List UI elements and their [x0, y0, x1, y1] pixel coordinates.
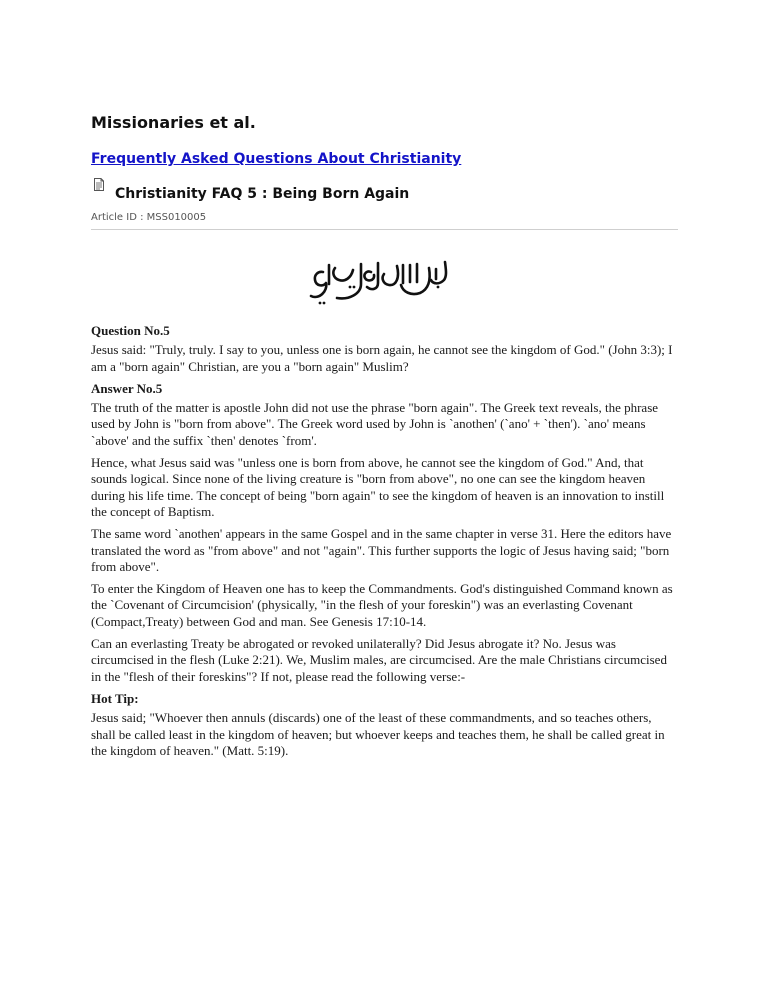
question-heading: Question No.5 [91, 323, 170, 338]
article-title: Christianity FAQ 5 : Being Born Again [115, 186, 410, 202]
bismillah-calligraphy [305, 256, 455, 310]
article-content [91, 323, 678, 765]
article-id: Article ID : MSS010005 [91, 212, 207, 223]
document-icon [94, 178, 104, 191]
hot-tip-text: Jesus said; "Whoever then annuls (discards) one of the least of these commandments, and so teaches others, shall be called least in the kingdom of heaven; but whoever keeps and teaches them, he shall be called great in the kingdom of heaven." (Matt. 5:19). [91, 710, 665, 758]
site-title: Missionaries et al. [91, 113, 256, 132]
answer-paragraph: Can an everlasting Treaty be abrogated or revoked unilaterally? Did Jesus abrogate it? No. Jesus was circumcised in the flesh (Luke 2:21). We, Muslim males, are circumcised. Are the male Christians circumcised in the "flesh of their foreskins"? If not, please read the following verse:- [91, 636, 667, 684]
answer-paragraph: The truth of the matter is apostle John did not use the phrase "born again". The Greek text reveals, the phrase used by John is "born from above". The Greek word used by John is `anothen' (`ano' + `then'). `ano' means `above' and the suffix `then' denotes `from'. [91, 400, 659, 448]
answer-heading: Answer No.5 [91, 380, 163, 396]
faq-section-link[interactable]: Frequently Asked Questions About Christianity [91, 151, 462, 167]
question-text: Jesus said: "Truly, truly. I say to you, unless one is born again, he cannot see the kingdom of God." (John 3:3); I am a "born again" Christian, are you a "born again" Muslim? [91, 342, 673, 374]
hot-tip-heading: Hot Tip: [91, 690, 139, 706]
answer-paragraph: Hence, what Jesus said was "unless one is born from above, he cannot see the kingdom of God." And, that sounds logical. Since none of the living creature is "born from above", no one can see the kingdom heaven during his life time. The concept of being "born again" to see the kingdom of heaven is an innovation to instill the concept of Baptism. [91, 455, 665, 519]
answer-paragraph: The same word `anothen' appears in the same Gospel and in the same chapter in verse 31. Here the editors have translated the word as "from above" and not "again". This further supports the logic of Jesus having said; "born from above". [91, 526, 672, 574]
answer-paragraph: To enter the Kingdom of Heaven one has to keep the Commandments. God's distinguished Command known as the `Covenant of Circumcision' (physically, "in the flesh of your foreskin") was an everlasting Covenant (Compact,Treaty) between God and man. See Genesis 17:10-14. [91, 581, 673, 629]
header-divider [91, 229, 678, 230]
